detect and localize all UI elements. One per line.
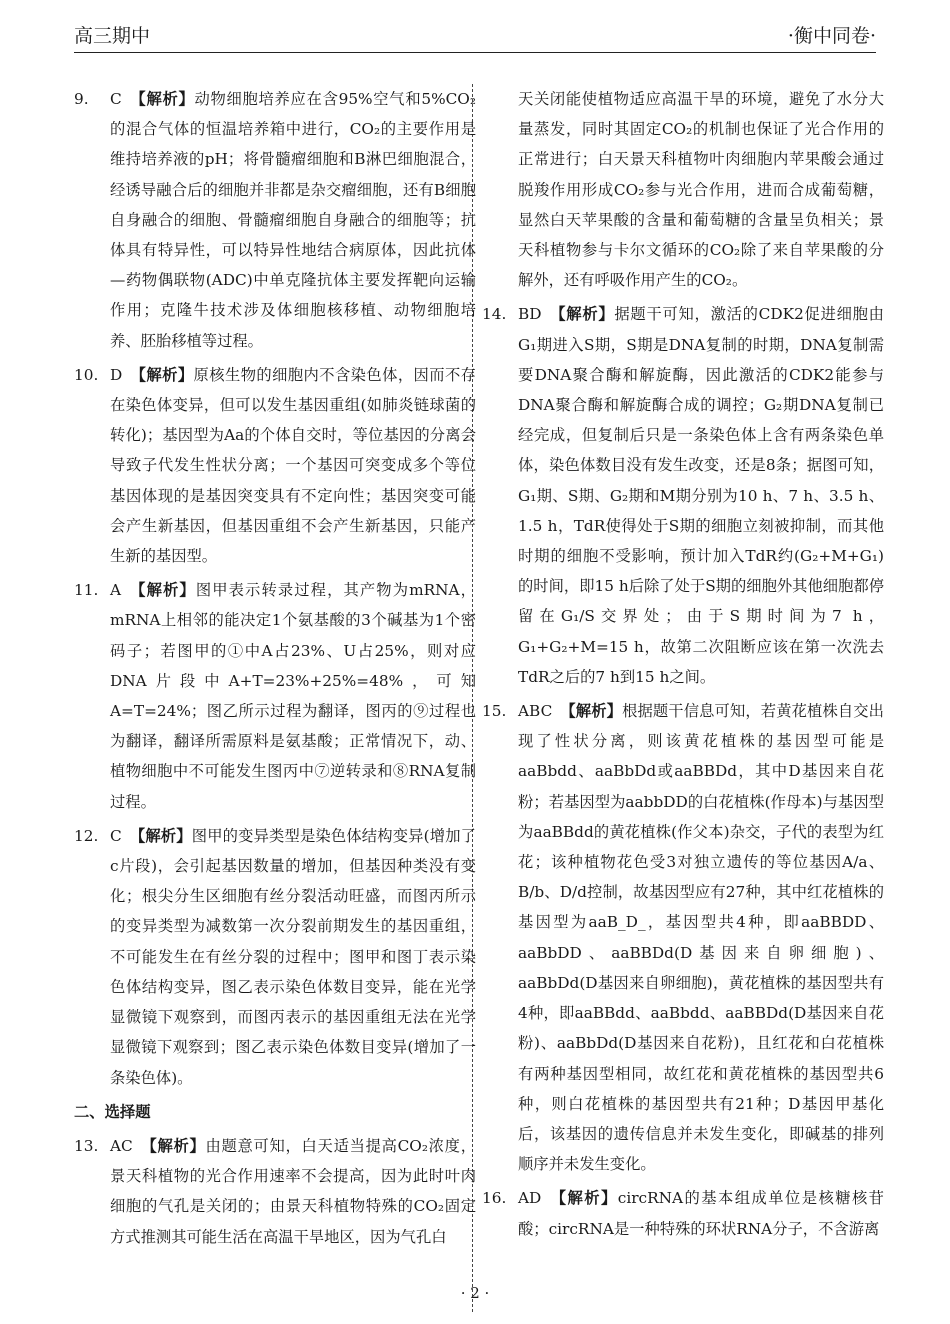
question-item bbox=[482, 299, 884, 692]
question-number: 12. bbox=[74, 826, 99, 845]
analysis-text: 图甲的变异类型是染色体结构变异(增加了c片段)，会引起基因数量的增加，但基因种类没有变化；根尖分生区细胞有丝分裂活动旺盛，而图丙所示的变异类型为减数第一次分裂前期发生的基因重组，不可能发生在有丝分裂的过程中；图甲和图丁表示染色体结构变异，图乙表示染色体数目变异，能在光学显微镜下观察到，而图丙表示的基因重组无法在光学显微镜下观察到；图乙表示染色体数目变异(增加了一条染色体)。 bbox=[110, 826, 476, 1087]
answer-key: D bbox=[110, 365, 123, 384]
question-item bbox=[482, 696, 884, 1179]
answer-key: AC bbox=[110, 1136, 133, 1155]
analysis-text: 根据题干信息可知，若黄花植株自交出现了性状分离，则该黄花植株的基因型可能是aaBbdd、aaBbDd或aaBBDd，其中D基因来自花粉；若基因型为aabbDD的白花植株(作母本)与基因型为aaBBdd的黄花植株(作父本)杂交，子代的表型为红花；该种植物花色受3对独立遗传的等位基因A/a、B/b、D/d控制，故基因型应有27种，其中红花植株的基因型为aaB_D_，基因型共4种，即aaBBDD、aaBbDD、aaBBDd(D基因来自卵细胞)、aaBbDd(D基因来自卵细胞)，黄花植株的基因型共有4种，即aaBBdd、aaBbdd、aaBBDd(D基因来自花粉)、aaBbDd(D基因来自花粉)，且红花和白花植株有两种基因型相同，故红花和黄花植株的基因型共6种，则白花植株的基因型共有21种；D基因甲基化后，该基因的遗传信息并未发生变化，即碱基的排列顺序并未发生变化。 bbox=[518, 702, 884, 1174]
section-heading: 二、选择题 bbox=[74, 1102, 151, 1121]
question-item bbox=[74, 360, 476, 571]
answer-key: BD bbox=[518, 305, 542, 324]
question-item bbox=[74, 84, 476, 356]
analysis-text: 动物细胞培养应在含95%空气和5%CO₂的混合气体的恒温培养箱中进行，CO₂的主要作用是维持培养液的pH；将骨髓瘤细胞和B淋巴细胞混合，经诱导融合后的细胞并非都是杂交瘤细胞，还有B细胞自身融合的细胞、骨髓瘤细胞自身融合的细胞等；抗体具有特异性，可以特异性地结合病原体，因此抗体—药物偶联物(ADC)中单克隆抗体主要发挥靶向运输作用；克隆牛技术涉及体细胞核移植、动物细胞培养、胚胎移植等过程。 bbox=[110, 90, 476, 350]
analysis-tag: 【解析】 bbox=[140, 1136, 206, 1155]
answer-key: C bbox=[110, 90, 122, 108]
analysis-text: 原核生物的细胞内不含染色体，因而不存在染色体变异，但可以发生基因重组(如肺炎链球菌的转化)；基因型为Aa的个体自交时，等位基因的分离会导致子代发生性状分离；一个基因可突变成多个等位基因体现的是基因突变具有不定向性；基因突变可能会产生新基因，但基因重组不会产生新基因，只能产生新的基因型。 bbox=[110, 365, 476, 566]
question-number: 10. bbox=[74, 365, 99, 384]
continuation-text: 天关闭能使植物适应高温干旱的环境，避免了水分大量蒸发，同时其固定CO₂的机制也保证了光合作用的正常进行；白天景天科植物叶肉细胞内苹果酸会通过脱羧作用形成CO₂参与光合作用，进而合成葡萄糖，显然白天苹果酸的含量和葡萄糖的含量呈负相关；景天科植物参与卡尔文循环的CO₂除了来自苹果酸的分解外，还有呼吸作用产生的CO₂。 bbox=[518, 90, 884, 290]
analysis-tag: 【解析】 bbox=[129, 581, 196, 600]
analysis-tag: 【解析】 bbox=[560, 702, 623, 721]
page-number: · 2 · bbox=[460, 1284, 490, 1302]
question-number: 14. bbox=[482, 305, 507, 324]
analysis-tag: 【解析】 bbox=[549, 305, 615, 324]
analysis-tag: 【解析】 bbox=[129, 90, 195, 108]
analysis-text: 由题意可知，白天适当提高CO₂浓度，景天科植物的光合作用速率不会提高，因为此时叶肉细胞的气孔是关闭的；由景天科植物特殊的CO₂固定方式推测其可能生活在高温干旱地区，因为气孔白 bbox=[110, 1136, 476, 1246]
analysis-text: 图甲表示转录过程，其产物为mRNA，mRNA上相邻的能决定1个氨基酸的3个碱基为1个密码子；若图甲的①中A占23%、U占25%，则对应DNA片段中A+T=23%+25%=48%，可知A=T=24%；图乙所示过程为翻译，图丙的⑨过程也为翻译，翻译所需原料是氨基酸；正常情况下，动、植物细胞中不可能发生图丙中⑦逆转录和⑧RNA复制过程。 bbox=[110, 581, 476, 811]
analysis-tag: 【解析】 bbox=[129, 826, 192, 845]
header-right-title: ·衡中同卷· bbox=[787, 25, 876, 47]
question-number: 13. bbox=[74, 1136, 99, 1155]
page-header bbox=[74, 22, 876, 53]
analysis-tag: 【解析】 bbox=[549, 1189, 618, 1208]
analysis-text: circRNA的基本组成单位是核糖核苷酸；circRNA是一种特殊的环状RNA分子，不含游离 bbox=[518, 1189, 884, 1238]
question-item bbox=[74, 1131, 476, 1252]
answer-key: AD bbox=[518, 1189, 542, 1208]
question-number: 15. bbox=[482, 702, 507, 721]
header-left-title: 高三期中 bbox=[74, 25, 151, 47]
answer-key: ABC bbox=[518, 702, 553, 721]
analysis-tag: 【解析】 bbox=[130, 365, 194, 384]
answer-key: C bbox=[110, 826, 122, 845]
question-item bbox=[482, 1183, 884, 1243]
answer-key: A bbox=[110, 581, 122, 600]
question-number: 11. bbox=[74, 581, 99, 600]
left-column bbox=[74, 84, 476, 1256]
analysis-text: 据题干可知，激活的CDK2促进细胞由G₁期进入S期，S期是DNA复制的时期，DNA复制需要DNA聚合酶和解旋酶，因此激活的CDK2能参与DNA聚合酶和解旋酶合成的调控；G₂期DNA复制已经完成，但复制后只是一条染色体上含有两条染色单体，染色体数目没有发生改变，还是8条；据图可知，G₁期、S期、G₂期和M期分别为10 h、7 h、3.5 h、1.5 h，TdR使得处于S期的细胞立刻被抑制，而其他时期的细胞不受影响，预计加入TdR约(G₂+M+G₁)的时间，即15 h后除了处于S期的细胞外其他细胞都停留在G₁/S交界处；由于S期时间为7 h，G₁+G₂+M=15 h，故第二次阻断应该在第一次洗去TdR之后的7 h到15 h之间。 bbox=[518, 305, 884, 686]
right-column bbox=[482, 84, 884, 1248]
question-continuation bbox=[482, 84, 884, 295]
question-number: 9. bbox=[74, 90, 89, 108]
question-number: 16. bbox=[482, 1189, 507, 1208]
question-item bbox=[74, 575, 476, 817]
question-item bbox=[74, 821, 476, 1093]
